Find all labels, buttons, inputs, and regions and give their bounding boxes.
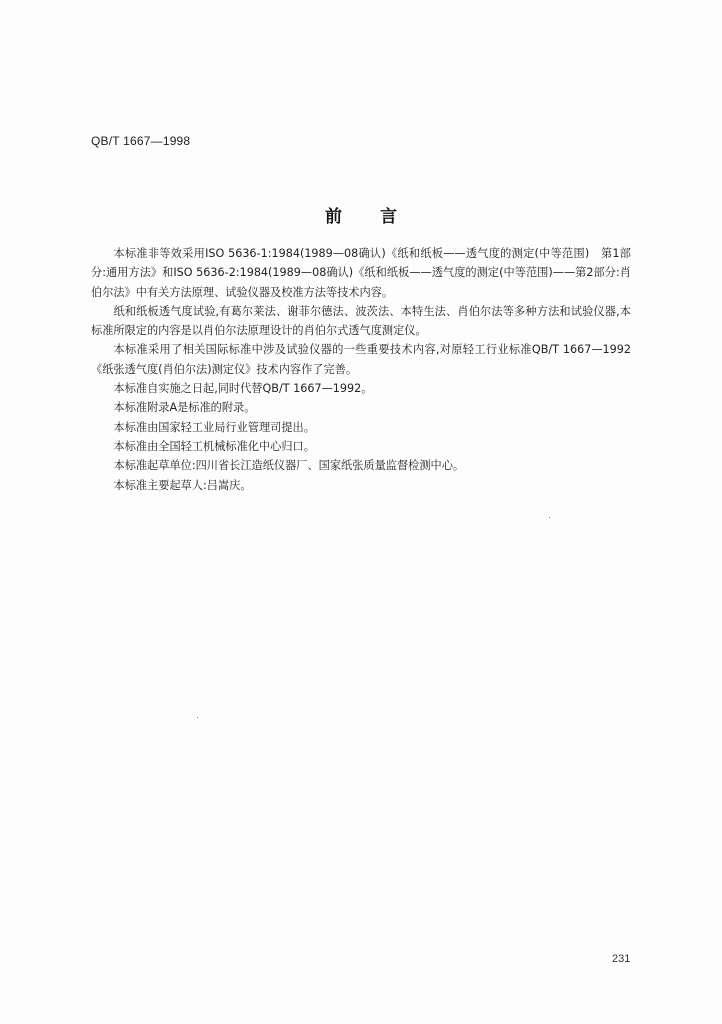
paragraph-drafters: 本标准主要起草人:吕嵩庆。 bbox=[113, 478, 252, 492]
paragraph-scope: 本标准非等效采用ISO 5636-1:1984(1989—08确认)《纸和纸板——透气度的测定(中等范围) 第1部分:通用方法》和ISO 5636-2:1984(1989—08确认)《纸和纸板——透气度的测定(中等范围)——第2部分:肖伯尔法》中有关方法原理、试验仪器及校准方法等技术内容。 bbox=[91, 247, 631, 299]
paragraph-proposed-by: 本标准由国家轻工业局行业管理司提出。 bbox=[113, 420, 315, 434]
paragraph-drafting-units: 本标准起草单位:四川省长江造纸仪器厂、国家纸张质量监督检测中心。 bbox=[113, 459, 465, 473]
paragraph-methods: 纸和纸板透气度试验,有葛尔莱法、谢菲尔德法、波茨法、本特生法、肖伯尔法等多种方法和试验仪器,本标准所限定的内容是以肖伯尔法原理设计的肖伯尔式透气度测定仪。 bbox=[91, 304, 631, 338]
paragraph-managed-by: 本标准由全国轻工机械标准化中心归口。 bbox=[113, 439, 315, 453]
foreword-body bbox=[91, 244, 631, 495]
standard-number: QB/T 1667—1998 bbox=[91, 134, 191, 148]
page-number: 231 bbox=[612, 953, 631, 965]
paragraph-adoption: 本标准采用了相关国际标准中涉及试验仪器的一些重要技术内容,对原轻工行业标准QB/T 1667—1992《纸张透气度(肖伯尔法)测定仪》技术内容作了完善。 bbox=[91, 343, 631, 376]
paragraph-replacement: 本标准自实施之日起,同时代替QB/T 1667—1992。 bbox=[113, 382, 373, 396]
scan-speck bbox=[197, 717, 198, 718]
section-title: 前言 bbox=[325, 207, 435, 227]
scan-speck bbox=[549, 517, 550, 518]
paragraph-appendix: 本标准附录A是标准的附录。 bbox=[113, 401, 256, 415]
